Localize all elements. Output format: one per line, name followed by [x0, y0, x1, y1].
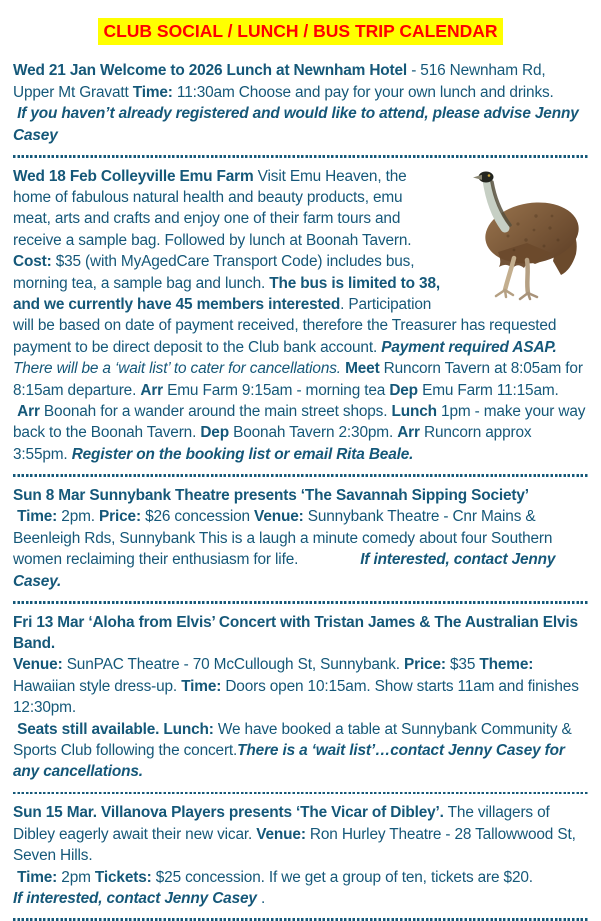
text-run: Register on the booking list or email Rita Beale.: [71, 445, 414, 463]
event-section-savannah-sipping-society: [13, 485, 588, 592]
text-run: $25 concession. If we get a group of ten, tickets are $20.: [151, 868, 533, 886]
text-run: Price:: [99, 508, 141, 526]
event-paragraph: [13, 719, 588, 783]
text-run: Price:: [404, 656, 446, 674]
event-paragraph: [13, 401, 588, 465]
event-section-welcome-lunch: [13, 60, 588, 146]
text-run: Ron Hurley Theatre - 28 Tallowwood St, Seven Hills.: [13, 825, 576, 865]
event-paragraph: [13, 802, 588, 866]
text-run: SunPAC Theatre - 70 McCullough St, Sunnybank.: [62, 656, 404, 674]
text-run: Dep: [200, 424, 229, 442]
text-run: There is a ‘wait list’…contact Jenny Casey for any cancellations.: [13, 741, 565, 781]
text-run: The bus is limited to 38, and we currently have 45 members interested: [13, 274, 440, 314]
event-paragraph: [13, 654, 588, 718]
text-run: Emu Farm 11:15am.: [417, 381, 559, 399]
dotted-separator: [13, 601, 588, 604]
event-paragraph: [13, 358, 588, 401]
text-run: Sun 15 Mar. Villanova Players presents ‘The Vicar of Dibley’.: [13, 804, 444, 822]
text-run: - 516 Newnham Rd, Upper Mt Gravatt: [13, 62, 546, 101]
text-run: Time:: [17, 508, 58, 526]
text-run: Payment required ASAP.: [381, 338, 557, 356]
text-run: Lunch: [391, 403, 437, 421]
text-run: $35 (with MyAgedCare Transport Code) includes bus, morning tea, a sample bag and lunch.: [13, 253, 415, 292]
event-paragraph: [13, 867, 588, 888]
text-run: Wed 18 Feb Colleyville Emu Farm: [13, 167, 254, 185]
dotted-separator: [13, 474, 588, 477]
text-run: Time:: [17, 868, 58, 886]
event-section-vicar-of-dibley: [13, 802, 588, 909]
text-run: 2pm.: [57, 508, 100, 526]
text-run: Runcorn approx 3:55pm.: [13, 424, 532, 463]
text-run: Wed 21 Jan Welcome to 2026 Lunch at Newnham Hotel: [13, 62, 408, 80]
text-run: Doors open 10:15am. Show starts 11am and finishes 12:30pm.: [13, 677, 579, 717]
text-run: Boonah Tavern 2:30pm.: [228, 424, 398, 442]
text-run: Hawaiian style dress-up.: [13, 677, 182, 695]
event-paragraph: [13, 612, 588, 655]
text-run: Tickets:: [94, 868, 152, 886]
title-row: [13, 18, 588, 45]
text-run: Time:: [181, 677, 222, 695]
text-run: Runcorn Tavern at 8:05am for 8:15am departure.: [13, 360, 583, 399]
text-run: Cost:: [13, 253, 52, 271]
page-title: CLUB SOCIAL / LUNCH / BUS TRIP CALENDAR: [98, 18, 502, 45]
text-run: Venue:: [254, 508, 304, 526]
text-run: 11:30am Choose and pay for your own lunch and drinks.: [172, 83, 554, 101]
text-run: Arr: [397, 424, 420, 442]
event-paragraph: [13, 60, 588, 103]
text-run: 1pm - make your way back to the Boonah Tavern.: [13, 403, 586, 442]
text-run: There will be a ‘wait list’ to cater for cancellations.: [13, 360, 341, 378]
text-run: Theme:: [479, 656, 534, 674]
events-list: [13, 60, 588, 921]
text-run: $35: [445, 656, 480, 674]
event-paragraph: [13, 485, 588, 506]
text-run: If interested, contact Jenny Casey: [13, 889, 257, 907]
event-section-aloha-from-elvis: [13, 612, 588, 783]
text-run: We have booked a table at Sunnybank Community & Sports Club following the concert.: [13, 720, 572, 759]
text-run: $26 concession: [140, 508, 255, 526]
event-paragraph: [13, 506, 588, 592]
text-run: If you haven’t already registered and would like to attend, please advise Jenny Casey: [13, 105, 579, 144]
event-paragraph: [13, 103, 588, 146]
text-run: Fri 13 Mar ‘Aloha from Elvis’ Concert with Tristan James & The Australian Elvis Band.: [13, 613, 578, 652]
text-run: Sunnybank Theatre - Cnr Mains & Beenleigh Rds, Sunnybank This is a laugh a minute comedy about four Southern women reclaiming their enthusiasm for life.: [13, 508, 553, 569]
event-paragraph: [13, 888, 588, 909]
emu-image: [448, 166, 588, 306]
text-run: Seats still available. Lunch:: [13, 720, 214, 738]
text-run: Boonah for a wander around the main street shops.: [39, 403, 392, 421]
text-run: . Participation will be based on date of payment received, therefore the Treasurer has requested payment to be direct deposit to the Club bank account.: [13, 296, 557, 356]
text-run: Emu Farm 9:15am - morning tea: [163, 381, 390, 399]
text-run: Time:: [132, 83, 173, 101]
text-run: If interested, contact Jenny Casey.: [13, 551, 556, 590]
text-run: Venue:: [256, 825, 306, 843]
text-run: Venue:: [13, 656, 63, 674]
text-run: Arr: [140, 381, 164, 399]
text-run: .: [256, 889, 266, 907]
text-run: Meet: [345, 360, 380, 378]
text-run: The villagers of Dibley eagerly await their new vicar.: [13, 804, 550, 843]
dotted-separator: [13, 792, 588, 795]
dotted-separator: [13, 155, 588, 158]
text-run: Arr: [17, 403, 40, 421]
event-section-colleyville-emu-farm: [13, 166, 588, 466]
text-run: Sun 8 Mar Sunnybank Theatre presents ‘The Savannah Sipping Society’: [13, 486, 529, 504]
text-run: Visit Emu Heaven, the home of fabulous natural health and beauty products, emu meat, arts and crafts and enjoy one of their farm tours and receive a sample bag. Followed by lunch at Boonah Tavern.: [13, 167, 412, 249]
text-run: Dep: [389, 381, 418, 399]
text-run: 2pm: [57, 868, 95, 886]
